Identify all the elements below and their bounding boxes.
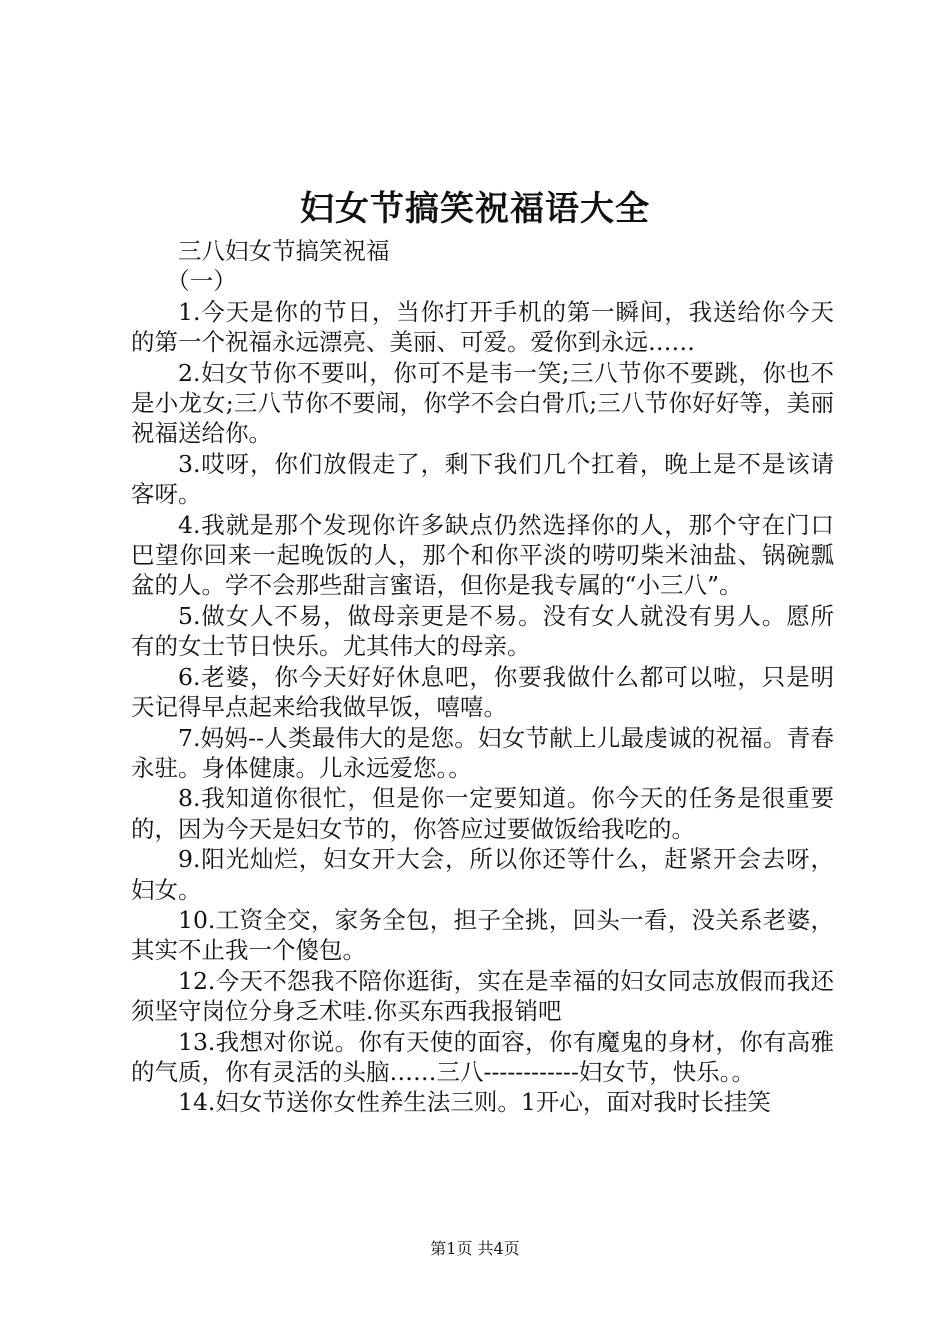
paragraph-3: 3.哎呀，你们放假走了，剩下我们几个扛着，晚上是不是该请客呀。 bbox=[131, 449, 834, 509]
paragraph-6: 6.老婆，你今天好好休息吧，你要我做什么都可以啦，只是明天记得早点起来给我做早饭，嘻嘻。 bbox=[131, 662, 834, 722]
paragraph-1: 1.今天是你的节日，当你打开手机的第一瞬间，我送给你今天的第一个祝福永远漂亮、美丽、可爱。爱你到永远…… bbox=[131, 297, 834, 357]
document-title: 妇女节搞笑祝福语大全 bbox=[300, 189, 650, 229]
paragraph-12: 12.今天不怨我不陪你逛街，实在是幸福的妇女同志放假而我还须坚守岗位分身乏术哇.你买东西我报销吧 bbox=[131, 966, 834, 1026]
paragraph-10: 10.工资全交，家务全包，担子全挑，回头一看，没关系老婆，其实不止我一个傻包。 bbox=[131, 905, 834, 965]
subtitle-line: 三八妇女节搞笑祝福 bbox=[178, 237, 390, 265]
paragraph-5: 5.做女人不易，做母亲更是不易。没有女人就没有男人。愿所有的女士节日快乐。尤其伟大的母亲。 bbox=[131, 601, 834, 661]
paragraph-4: 4.我就是那个发现你许多缺点仍然选择你的人，那个守在门口巴望你回来一起晚饭的人，那个和你平淡的唠叨柴米油盐、锅碗瓢盆的人。学不会那些甜言蜜语，但你是我专属的“小三八”。 bbox=[131, 510, 834, 600]
document-body bbox=[131, 236, 834, 1118]
page-number-footer: 第1页 共4页 bbox=[430, 1239, 520, 1258]
paragraph-13: 13.我想对你说。你有天使的面容，你有魔鬼的身材，你有高雅的气质，你有灵活的头脑……三八------------妇女节，快乐。。 bbox=[131, 1027, 834, 1086]
paragraph-7: 7.妈妈--人类最伟大的是您。妇女节献上儿最虔诚的祝福。青春永驻。身体健康。儿永远爱您。。 bbox=[131, 723, 834, 782]
paragraph-14: 14.妇女节送你女性养生法三则。1开心，面对我时长挂笑 bbox=[178, 1088, 771, 1117]
paragraph-9: 9.阳光灿烂，妇女开大会，所以你还等什么，赶紧开会去呀，妇女。 bbox=[131, 845, 834, 904]
section-label: （一） bbox=[166, 267, 237, 296]
paragraph-2: 2.妇女节你不要叫，你可不是韦一笑;三八节你不要跳，你也不是小龙女;三八节你不要闹，你学不会白骨爪;三八节你好好等，美丽祝福送给你。 bbox=[131, 358, 834, 448]
paragraph-8: 8.我知道你很忙，但是你一定要知道。你今天的任务是很重要的，因为今天是妇女节的，你答应过要做饭给我吃的。 bbox=[131, 784, 834, 843]
